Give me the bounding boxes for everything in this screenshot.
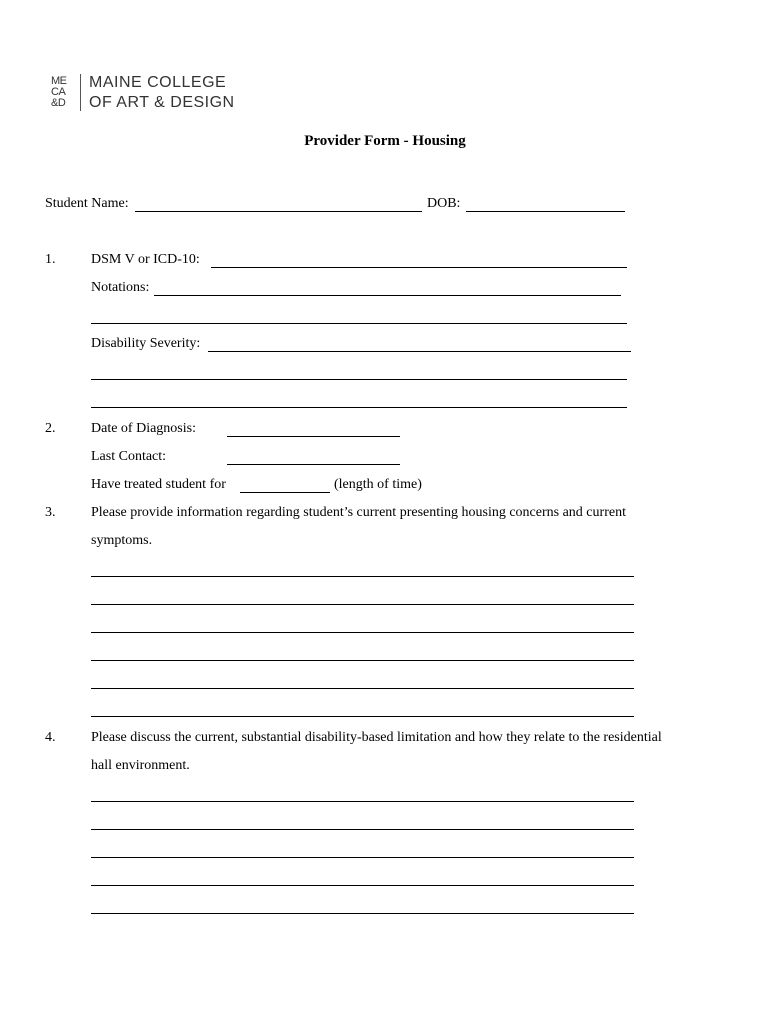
- answer-line[interactable]: [91, 885, 634, 886]
- answer-line[interactable]: [91, 604, 634, 605]
- logo-mark-line: CA: [51, 86, 66, 98]
- severity-field-continued[interactable]: [91, 379, 627, 380]
- question-number: 4.: [45, 730, 56, 745]
- logo-name-line2: OF ART & DESIGN: [89, 94, 235, 111]
- question-4-text-continued: hall environment.: [91, 758, 190, 773]
- answer-line[interactable]: [91, 801, 634, 802]
- answer-line[interactable]: [91, 632, 634, 633]
- answer-line[interactable]: [91, 660, 634, 661]
- student-name-label: Student Name:: [45, 196, 129, 211]
- question-3-text: Please provide information regarding student’s current presenting housing concerns and current: [91, 505, 626, 520]
- notations-field-continued[interactable]: [91, 323, 627, 324]
- severity-label: Disability Severity:: [91, 336, 201, 351]
- logo-mark-line: &D: [51, 97, 66, 109]
- question-number: 3.: [45, 505, 56, 520]
- notations-label: Notations:: [91, 280, 150, 295]
- answer-line[interactable]: [91, 576, 634, 577]
- logo-name-line1: MAINE COLLEGE: [89, 74, 227, 91]
- last-contact-label: Last Contact:: [91, 449, 167, 464]
- diagnosis-date-field[interactable]: [227, 436, 400, 437]
- treated-label: Have treated student for: [91, 477, 226, 492]
- treated-duration-field[interactable]: [240, 492, 330, 493]
- answer-line[interactable]: [91, 716, 634, 717]
- treated-suffix-label: (length of time): [334, 477, 422, 492]
- question-3-text-continued: symptoms.: [91, 533, 153, 548]
- dob-label: DOB:: [427, 196, 461, 211]
- severity-field[interactable]: [208, 351, 631, 352]
- severity-field-continued[interactable]: [91, 407, 627, 408]
- dsm-field[interactable]: [211, 267, 627, 268]
- question-number: 2.: [45, 421, 56, 436]
- answer-line[interactable]: [91, 857, 634, 858]
- page-title: Provider Form - Housing: [304, 133, 466, 149]
- diagnosis-date-label: Date of Diagnosis:: [91, 421, 196, 436]
- question-4-text: Please discuss the current, substantial disability-based limitation and how they relate to the residential: [91, 730, 662, 745]
- dsm-label: DSM V or ICD-10:: [91, 252, 200, 267]
- answer-line[interactable]: [91, 829, 634, 830]
- student-name-field[interactable]: [135, 211, 422, 212]
- dob-field[interactable]: [466, 211, 625, 212]
- last-contact-field[interactable]: [227, 464, 400, 465]
- question-number: 1.: [45, 252, 56, 267]
- answer-line[interactable]: [91, 688, 634, 689]
- answer-line[interactable]: [91, 913, 634, 914]
- logo-mark: [51, 76, 75, 109]
- logo-divider: [80, 74, 81, 111]
- notations-field[interactable]: [154, 295, 621, 296]
- logo-mark-line: ME: [51, 75, 67, 87]
